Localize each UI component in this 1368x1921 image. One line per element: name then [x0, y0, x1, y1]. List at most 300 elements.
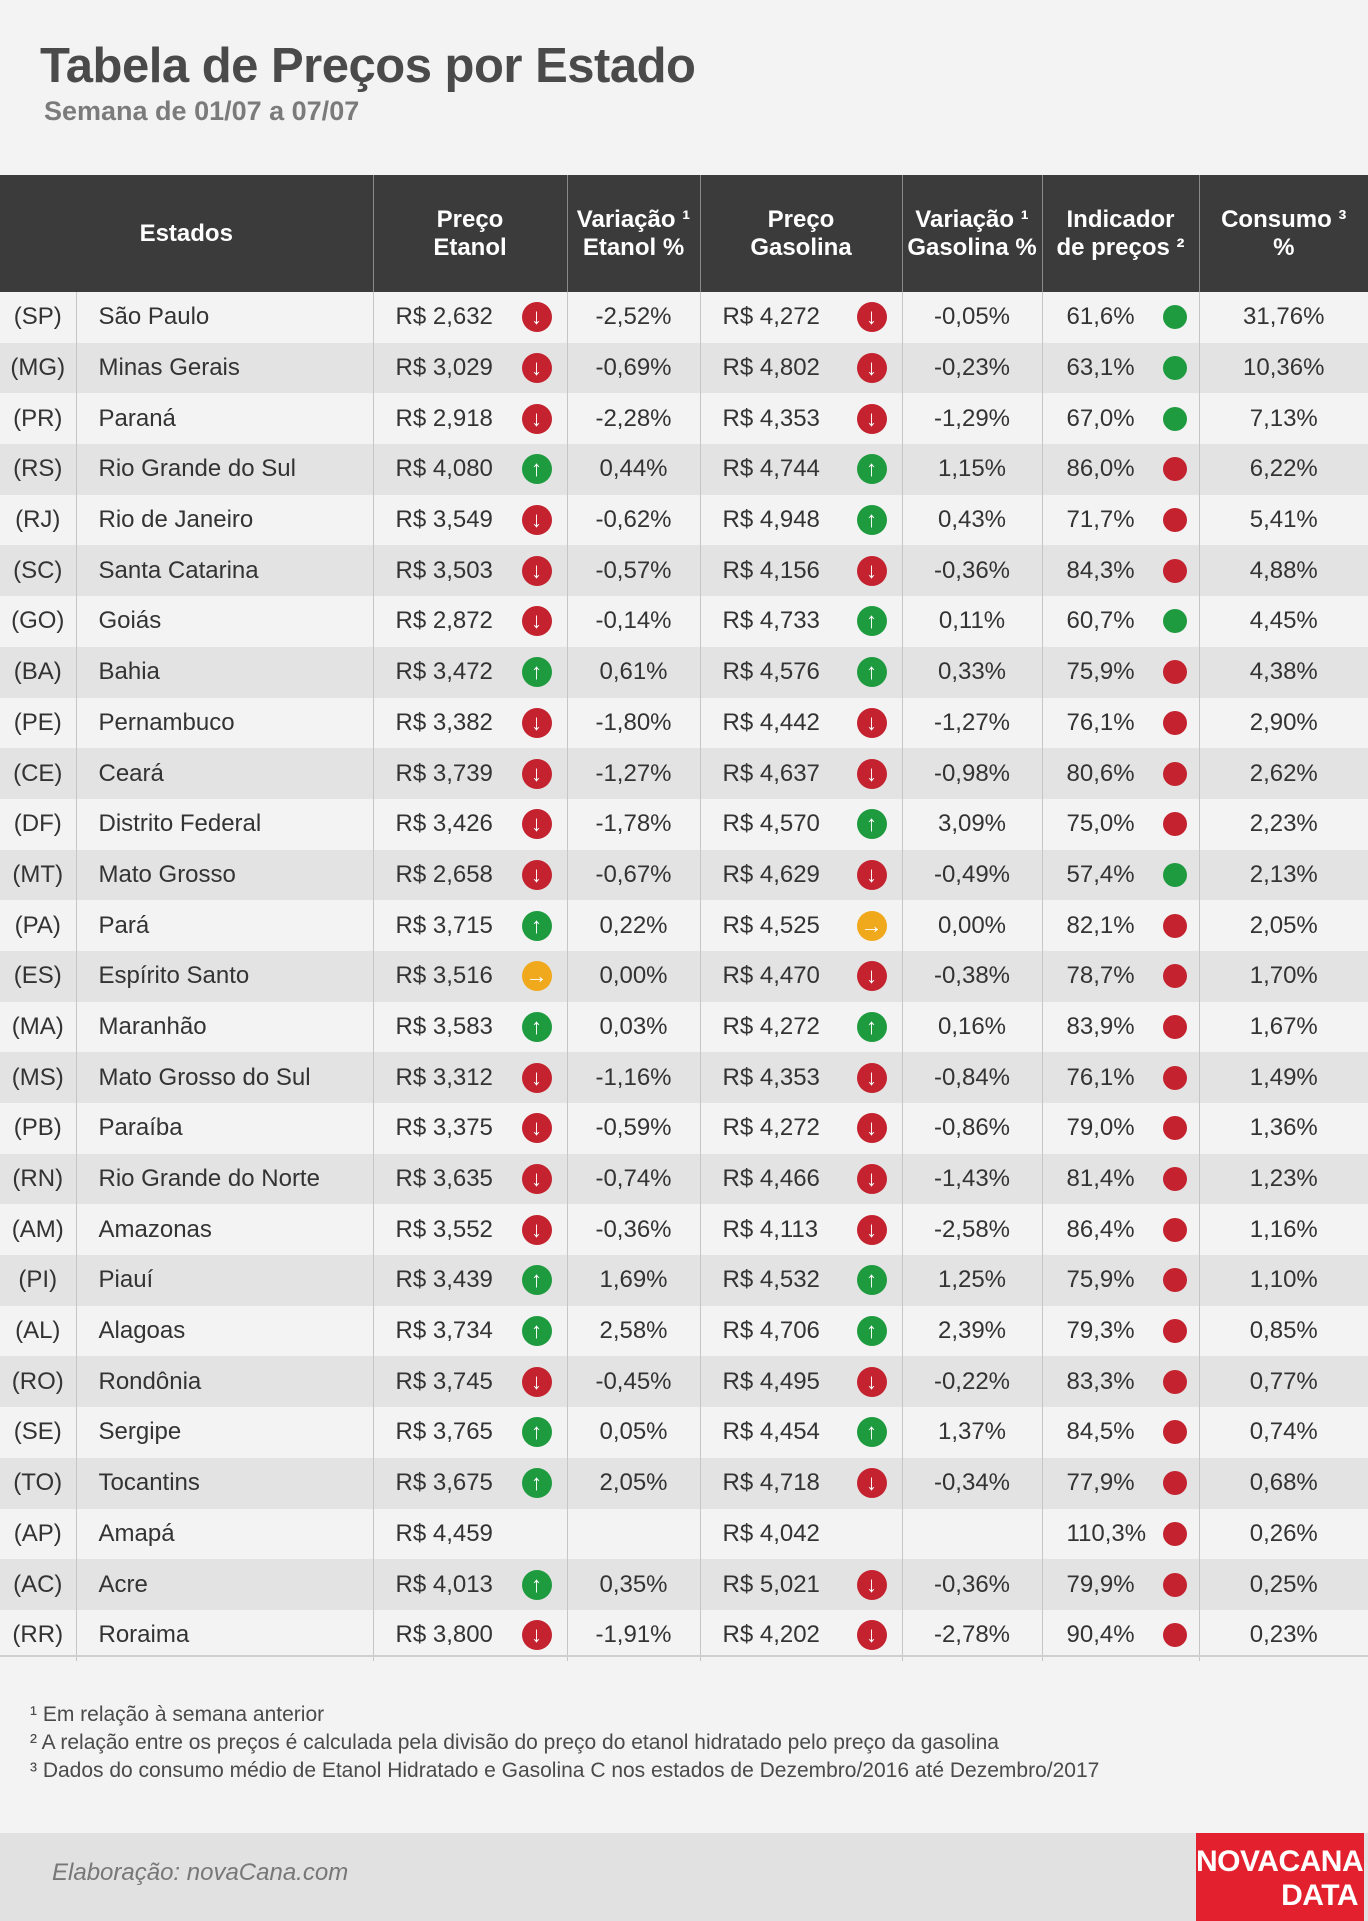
- state-name: Rondônia: [76, 1356, 373, 1407]
- table-row: [0, 647, 1368, 698]
- status-red-dot-icon: [1163, 1116, 1187, 1140]
- price-indicator: 86,4%: [1066, 1215, 1135, 1243]
- consumption-share: 2,90%: [1199, 698, 1368, 749]
- table-row: [0, 1306, 1368, 1357]
- ethanol-price-cell: [373, 1103, 567, 1154]
- gasoline-price: R$ 4,718: [722, 1469, 820, 1497]
- ethanol-price-cell: [373, 1407, 567, 1458]
- gasoline-price-cell: [700, 900, 902, 951]
- gasoline-variation: -0,22%: [902, 1356, 1042, 1407]
- header-preco-etanol: [373, 175, 567, 292]
- state-code: (RS): [0, 444, 76, 495]
- ethanol-variation: -1,80%: [567, 698, 700, 749]
- gasoline-price: R$ 4,570: [722, 810, 820, 838]
- price-indicator: 90,4%: [1066, 1621, 1135, 1649]
- state-code: (RJ): [0, 495, 76, 546]
- ethanol-price: R$ 2,918: [395, 404, 493, 432]
- price-indicator-cell: [1042, 1509, 1199, 1560]
- arrow-up-icon: ↑: [857, 1265, 887, 1295]
- gasoline-price: R$ 4,466: [722, 1165, 820, 1193]
- arrow-down-icon: ↓: [522, 759, 552, 789]
- consumption-share: 1,23%: [1199, 1154, 1368, 1205]
- table-row: [0, 1154, 1368, 1205]
- gasoline-price-cell: [700, 1306, 902, 1357]
- price-indicator-cell: [1042, 647, 1199, 698]
- ethanol-price-cell: [373, 292, 567, 343]
- table-row: [0, 1002, 1368, 1053]
- arrow-down-icon: ↓: [857, 1063, 887, 1093]
- ethanol-price: R$ 4,013: [395, 1570, 493, 1598]
- ethanol-price: R$ 3,675: [395, 1469, 493, 1497]
- gasoline-price-cell: [700, 850, 902, 901]
- consumption-share: 2,05%: [1199, 900, 1368, 951]
- ethanol-variation: 0,03%: [567, 1002, 700, 1053]
- table-row: [0, 698, 1368, 749]
- logo-line-1: NOVACANA: [1196, 1845, 1364, 1878]
- gasoline-price-cell: [700, 292, 902, 343]
- arrow-down-icon: ↓: [522, 302, 552, 332]
- price-indicator: 84,3%: [1066, 556, 1135, 584]
- ethanol-variation: 0,61%: [567, 647, 700, 698]
- gasoline-price-cell: [700, 1407, 902, 1458]
- state-name: Piauí: [76, 1255, 373, 1306]
- ethanol-variation: -2,52%: [567, 292, 700, 343]
- arrow-down-icon: ↓: [522, 556, 552, 586]
- ethanol-price: R$ 3,029: [395, 354, 493, 382]
- ethanol-variation: 0,22%: [567, 900, 700, 951]
- arrow-down-icon: ↓: [857, 1620, 887, 1650]
- state-name: Ceará: [76, 748, 373, 799]
- page-subtitle: Semana de 01/07 a 07/07: [44, 96, 360, 126]
- state-name: Rio de Janeiro: [76, 495, 373, 546]
- status-green-dot-icon: [1163, 407, 1187, 431]
- gasoline-variation: 0,16%: [902, 1002, 1042, 1053]
- price-indicator: 86,0%: [1066, 455, 1135, 483]
- state-name: Goiás: [76, 596, 373, 647]
- arrow-down-icon: ↓: [857, 1367, 887, 1397]
- ethanol-price: R$ 3,439: [395, 1266, 493, 1294]
- gasoline-price-cell: [700, 951, 902, 1002]
- price-indicator: 79,9%: [1066, 1570, 1135, 1598]
- table-row: [0, 951, 1368, 1002]
- gasoline-price: R$ 4,156: [722, 556, 820, 584]
- state-code: (AM): [0, 1204, 76, 1255]
- gasoline-variation: -1,29%: [902, 393, 1042, 444]
- price-indicator: 61,6%: [1066, 303, 1135, 331]
- consumption-share: 7,13%: [1199, 393, 1368, 444]
- ethanol-variation: -0,62%: [567, 495, 700, 546]
- price-indicator-cell: [1042, 850, 1199, 901]
- gasoline-variation: -0,84%: [902, 1052, 1042, 1103]
- ethanol-price: R$ 3,516: [395, 962, 493, 990]
- state-code: (PB): [0, 1103, 76, 1154]
- state-name: Santa Catarina: [76, 545, 373, 596]
- ethanol-variation: -0,14%: [567, 596, 700, 647]
- state-name: Mato Grosso do Sul: [76, 1052, 373, 1103]
- gasoline-variation: 0,00%: [902, 900, 1042, 951]
- consumption-share: 0,25%: [1199, 1559, 1368, 1610]
- state-code: (PR): [0, 393, 76, 444]
- state-name: Pará: [76, 900, 373, 951]
- price-indicator-cell: [1042, 1356, 1199, 1407]
- arrow-down-icon: ↓: [522, 1164, 552, 1194]
- status-red-dot-icon: [1163, 1522, 1187, 1546]
- credit-text: Elaboração: novaCana.com: [52, 1859, 349, 1886]
- status-red-dot-icon: [1163, 1167, 1187, 1191]
- footnotes: [30, 1701, 1099, 1785]
- arrow-down-icon: ↓: [857, 353, 887, 383]
- status-red-dot-icon: [1163, 812, 1187, 836]
- gasoline-variation: -0,38%: [902, 951, 1042, 1002]
- gasoline-price: R$ 5,021: [722, 1570, 820, 1598]
- gasoline-price-cell: [700, 647, 902, 698]
- status-red-dot-icon: [1163, 1573, 1187, 1597]
- header-consumo-line1: Consumo ³: [1221, 205, 1347, 233]
- price-indicator-cell: [1042, 1052, 1199, 1103]
- price-indicator: 75,9%: [1066, 1266, 1135, 1294]
- arrow-up-icon: ↑: [522, 1570, 552, 1600]
- price-indicator-cell: [1042, 495, 1199, 546]
- arrow-down-icon: ↓: [857, 1164, 887, 1194]
- header-preco-gasolina-line1: Preço: [767, 205, 835, 233]
- state-code: (TO): [0, 1458, 76, 1509]
- arrow-up-icon: ↑: [857, 454, 887, 484]
- state-name: Maranhão: [76, 1002, 373, 1053]
- ethanol-price: R$ 3,549: [395, 506, 493, 534]
- price-indicator: 75,9%: [1066, 658, 1135, 686]
- status-red-dot-icon: [1163, 1471, 1187, 1495]
- page-title: Tabela de Preços por Estado: [40, 39, 696, 93]
- ethanol-price: R$ 2,658: [395, 860, 493, 888]
- ethanol-price: R$ 3,552: [395, 1215, 493, 1243]
- table-header-row: [0, 175, 1368, 292]
- arrow-down-icon: ↓: [857, 860, 887, 890]
- ethanol-price: R$ 2,872: [395, 607, 493, 635]
- consumption-share: 10,36%: [1199, 343, 1368, 394]
- ethanol-variation: -2,28%: [567, 393, 700, 444]
- header-preco-etanol-line1: Preço: [436, 205, 504, 233]
- arrow-up-icon: ↑: [857, 1417, 887, 1447]
- ethanol-price-cell: [373, 1559, 567, 1610]
- consumption-share: 6,22%: [1199, 444, 1368, 495]
- consumption-share: 1,10%: [1199, 1255, 1368, 1306]
- arrow-down-icon: ↓: [857, 708, 887, 738]
- state-name: Mato Grosso: [76, 850, 373, 901]
- state-code: (MS): [0, 1052, 76, 1103]
- arrow-down-icon: ↓: [522, 353, 552, 383]
- gasoline-price: R$ 4,576: [722, 658, 820, 686]
- price-indicator: 83,3%: [1066, 1367, 1135, 1395]
- ethanol-variation: -0,36%: [567, 1204, 700, 1255]
- state-code: (AL): [0, 1306, 76, 1357]
- state-name: Minas Gerais: [76, 343, 373, 394]
- arrow-down-icon: ↓: [857, 1468, 887, 1498]
- ethanol-price-cell: [373, 1458, 567, 1509]
- arrow-down-icon: ↓: [857, 961, 887, 991]
- gasoline-variation: -2,58%: [902, 1204, 1042, 1255]
- status-red-dot-icon: [1163, 508, 1187, 532]
- gasoline-price: R$ 4,442: [722, 708, 820, 736]
- state-code: (AC): [0, 1559, 76, 1610]
- ethanol-price-cell: [373, 1204, 567, 1255]
- arrow-down-icon: ↓: [522, 1215, 552, 1245]
- arrow-down-icon: ↓: [522, 505, 552, 535]
- gasoline-price: R$ 4,353: [722, 404, 820, 432]
- price-indicator-cell: [1042, 596, 1199, 647]
- ethanol-price: R$ 3,765: [395, 1418, 493, 1446]
- arrow-down-icon: ↓: [857, 302, 887, 332]
- state-name: Pernambuco: [76, 698, 373, 749]
- arrow-right-icon: →: [857, 911, 887, 941]
- gasoline-price: R$ 4,637: [722, 759, 820, 787]
- ethanol-price-cell: [373, 799, 567, 850]
- status-red-dot-icon: [1163, 1420, 1187, 1444]
- ethanol-variation: 0,35%: [567, 1559, 700, 1610]
- arrow-down-icon: ↓: [522, 404, 552, 434]
- header-variacao-etanol-line1: Variação ¹: [576, 205, 691, 233]
- table-row: [0, 1407, 1368, 1458]
- gasoline-price-cell: [700, 444, 902, 495]
- arrow-down-icon: ↓: [522, 1113, 552, 1143]
- gasoline-price: R$ 4,272: [722, 1012, 820, 1040]
- state-code: (GO): [0, 596, 76, 647]
- consumption-share: 1,36%: [1199, 1103, 1368, 1154]
- arrow-down-icon: ↓: [522, 1367, 552, 1397]
- gasoline-price: R$ 4,272: [722, 303, 820, 331]
- ethanol-variation: -1,27%: [567, 748, 700, 799]
- gasoline-variation: -2,78%: [902, 1610, 1042, 1661]
- status-red-dot-icon: [1163, 1319, 1187, 1343]
- ethanol-price: R$ 3,583: [395, 1012, 493, 1040]
- ethanol-price: R$ 3,635: [395, 1165, 493, 1193]
- consumption-share: 4,88%: [1199, 545, 1368, 596]
- ethanol-variation: [567, 1509, 700, 1560]
- price-indicator: 110,3%: [1066, 1519, 1147, 1547]
- ethanol-price: R$ 3,739: [395, 759, 493, 787]
- header-consumo-line2: %: [1273, 233, 1295, 261]
- table-row: [0, 444, 1368, 495]
- price-indicator-cell: [1042, 1610, 1199, 1661]
- state-code: (ES): [0, 951, 76, 1002]
- footnote-2: ² A relação entre os preços é calculada pela divisão do preço do etanol hidratado pelo preço da gasolina: [30, 1731, 999, 1754]
- ethanol-price-cell: [373, 444, 567, 495]
- state-code: (PA): [0, 900, 76, 951]
- price-indicator-cell: [1042, 748, 1199, 799]
- gasoline-variation: 1,25%: [902, 1255, 1042, 1306]
- gasoline-price: R$ 4,525: [722, 911, 820, 939]
- state-code: (RO): [0, 1356, 76, 1407]
- ethanol-price-cell: [373, 393, 567, 444]
- price-indicator: 81,4%: [1066, 1165, 1135, 1193]
- ethanol-price: R$ 3,312: [395, 1063, 493, 1091]
- footer-bar: [0, 1833, 1368, 1921]
- state-name: Bahia: [76, 647, 373, 698]
- gasoline-price-cell: [700, 393, 902, 444]
- consumption-share: 5,41%: [1199, 495, 1368, 546]
- ethanol-price-cell: [373, 850, 567, 901]
- price-indicator-cell: [1042, 1306, 1199, 1357]
- arrow-up-icon: ↑: [522, 454, 552, 484]
- novacana-data-logo: [1196, 1833, 1364, 1921]
- gasoline-price-cell: [700, 343, 902, 394]
- arrow-up-icon: ↑: [522, 911, 552, 941]
- table-row: [0, 1458, 1368, 1509]
- ethanol-price: R$ 3,745: [395, 1367, 493, 1395]
- table-row: [0, 1559, 1368, 1610]
- arrow-up-icon: ↑: [522, 657, 552, 687]
- state-name: Alagoas: [76, 1306, 373, 1357]
- arrow-up-icon: ↑: [857, 1012, 887, 1042]
- arrow-up-icon: ↑: [857, 809, 887, 839]
- ethanol-price-cell: [373, 1154, 567, 1205]
- price-indicator-cell: [1042, 1204, 1199, 1255]
- table-row: [0, 1052, 1368, 1103]
- state-name: Amazonas: [76, 1204, 373, 1255]
- gasoline-variation: -0,36%: [902, 545, 1042, 596]
- ethanol-price: R$ 3,800: [395, 1621, 493, 1649]
- gasoline-price-cell: [700, 1204, 902, 1255]
- gasoline-price: R$ 4,353: [722, 1063, 820, 1091]
- state-name: São Paulo: [76, 292, 373, 343]
- ethanol-variation: -0,74%: [567, 1154, 700, 1205]
- gasoline-price-cell: [700, 495, 902, 546]
- status-red-dot-icon: [1163, 660, 1187, 684]
- gasoline-variation: -1,43%: [902, 1154, 1042, 1205]
- state-name: Roraima: [76, 1610, 373, 1661]
- price-indicator: 60,7%: [1066, 607, 1135, 635]
- ethanol-variation: -1,91%: [567, 1610, 700, 1661]
- status-green-dot-icon: [1163, 863, 1187, 887]
- arrow-down-icon: ↓: [522, 809, 552, 839]
- header-consumo: [1199, 175, 1368, 292]
- gasoline-price: R$ 4,454: [722, 1418, 820, 1446]
- arrow-up-icon: ↑: [857, 505, 887, 535]
- gasoline-price-cell: [700, 1559, 902, 1610]
- gasoline-price-cell: [700, 545, 902, 596]
- ethanol-price-cell: [373, 1610, 567, 1661]
- status-red-dot-icon: [1163, 1370, 1187, 1394]
- consumption-share: 0,23%: [1199, 1610, 1368, 1661]
- gasoline-price: R$ 4,042: [722, 1519, 820, 1547]
- arrow-down-icon: ↓: [522, 1063, 552, 1093]
- gasoline-price: R$ 4,802: [722, 354, 820, 382]
- state-name: Paraná: [76, 393, 373, 444]
- header-estados: Estados: [0, 175, 373, 292]
- gasoline-variation: -1,27%: [902, 698, 1042, 749]
- gasoline-price: R$ 4,948: [722, 506, 820, 534]
- gasoline-price-cell: [700, 1356, 902, 1407]
- gasoline-variation: -0,05%: [902, 292, 1042, 343]
- price-indicator-cell: [1042, 1002, 1199, 1053]
- arrow-down-icon: ↓: [857, 1570, 887, 1600]
- table-row: [0, 545, 1368, 596]
- gasoline-variation: [902, 1509, 1042, 1560]
- gasoline-variation: -0,34%: [902, 1458, 1042, 1509]
- arrow-up-icon: ↑: [857, 606, 887, 636]
- price-indicator: 71,7%: [1066, 506, 1135, 534]
- ethanol-variation: -0,57%: [567, 545, 700, 596]
- state-code: (AP): [0, 1509, 76, 1560]
- header-indicador: [1042, 175, 1199, 292]
- ethanol-price: R$ 3,472: [395, 658, 493, 686]
- price-indicator: 84,5%: [1066, 1418, 1135, 1446]
- consumption-share: 4,45%: [1199, 596, 1368, 647]
- price-indicator-cell: [1042, 900, 1199, 951]
- gasoline-price: R$ 4,706: [722, 1317, 820, 1345]
- status-green-dot-icon: [1163, 609, 1187, 633]
- status-red-dot-icon: [1163, 964, 1187, 988]
- table-row: [0, 850, 1368, 901]
- state-code: (PE): [0, 698, 76, 749]
- gasoline-price-cell: [700, 1509, 902, 1560]
- status-red-dot-icon: [1163, 559, 1187, 583]
- status-green-dot-icon: [1163, 305, 1187, 329]
- ethanol-price: R$ 3,734: [395, 1317, 493, 1345]
- table-row: [0, 1610, 1368, 1661]
- arrow-up-icon: ↑: [522, 1012, 552, 1042]
- gasoline-variation: 0,33%: [902, 647, 1042, 698]
- consumption-share: 1,49%: [1199, 1052, 1368, 1103]
- price-indicator-cell: [1042, 1154, 1199, 1205]
- price-indicator: 76,1%: [1066, 1063, 1135, 1091]
- table-row: [0, 292, 1368, 343]
- ethanol-variation: -1,78%: [567, 799, 700, 850]
- price-indicator: 67,0%: [1066, 404, 1135, 432]
- status-red-dot-icon: [1163, 1218, 1187, 1242]
- consumption-share: 0,74%: [1199, 1407, 1368, 1458]
- price-indicator-cell: [1042, 545, 1199, 596]
- gasoline-price: R$ 4,202: [722, 1621, 820, 1649]
- table-row: [0, 748, 1368, 799]
- gasoline-price-cell: [700, 1458, 902, 1509]
- status-green-dot-icon: [1163, 356, 1187, 380]
- state-name: Acre: [76, 1559, 373, 1610]
- state-code: (RR): [0, 1610, 76, 1661]
- ethanol-price: R$ 4,080: [395, 455, 493, 483]
- header-preco-gasolina: [700, 175, 902, 292]
- state-name: Espírito Santo: [76, 951, 373, 1002]
- price-indicator-cell: [1042, 1458, 1199, 1509]
- gasoline-price-cell: [700, 799, 902, 850]
- gasoline-price-cell: [700, 1103, 902, 1154]
- ethanol-variation: -1,16%: [567, 1052, 700, 1103]
- footnote-1: ¹ Em relação à semana anterior: [30, 1703, 325, 1726]
- table-row: [0, 799, 1368, 850]
- arrow-right-icon: →: [522, 961, 552, 991]
- header-indicador-line1: Indicador: [1066, 205, 1175, 233]
- gasoline-variation: 1,15%: [902, 444, 1042, 495]
- price-indicator-cell: [1042, 1559, 1199, 1610]
- state-code: (SP): [0, 292, 76, 343]
- gasoline-price: R$ 4,495: [722, 1367, 820, 1395]
- status-red-dot-icon: [1163, 711, 1187, 735]
- status-red-dot-icon: [1163, 1623, 1187, 1647]
- arrow-down-icon: ↓: [857, 1113, 887, 1143]
- table-row: [0, 1255, 1368, 1306]
- gasoline-variation: -0,36%: [902, 1559, 1042, 1610]
- ethanol-price: R$ 3,382: [395, 708, 493, 736]
- price-indicator-cell: [1042, 698, 1199, 749]
- header-preco-gasolina-line2: Gasolina: [750, 233, 852, 261]
- ethanol-price: R$ 3,375: [395, 1114, 493, 1142]
- price-indicator-cell: [1042, 292, 1199, 343]
- ethanol-price-cell: [373, 495, 567, 546]
- gasoline-price-cell: [700, 698, 902, 749]
- status-red-dot-icon: [1163, 762, 1187, 786]
- ethanol-price-cell: [373, 1306, 567, 1357]
- table-row: [0, 495, 1368, 546]
- ethanol-price-cell: [373, 698, 567, 749]
